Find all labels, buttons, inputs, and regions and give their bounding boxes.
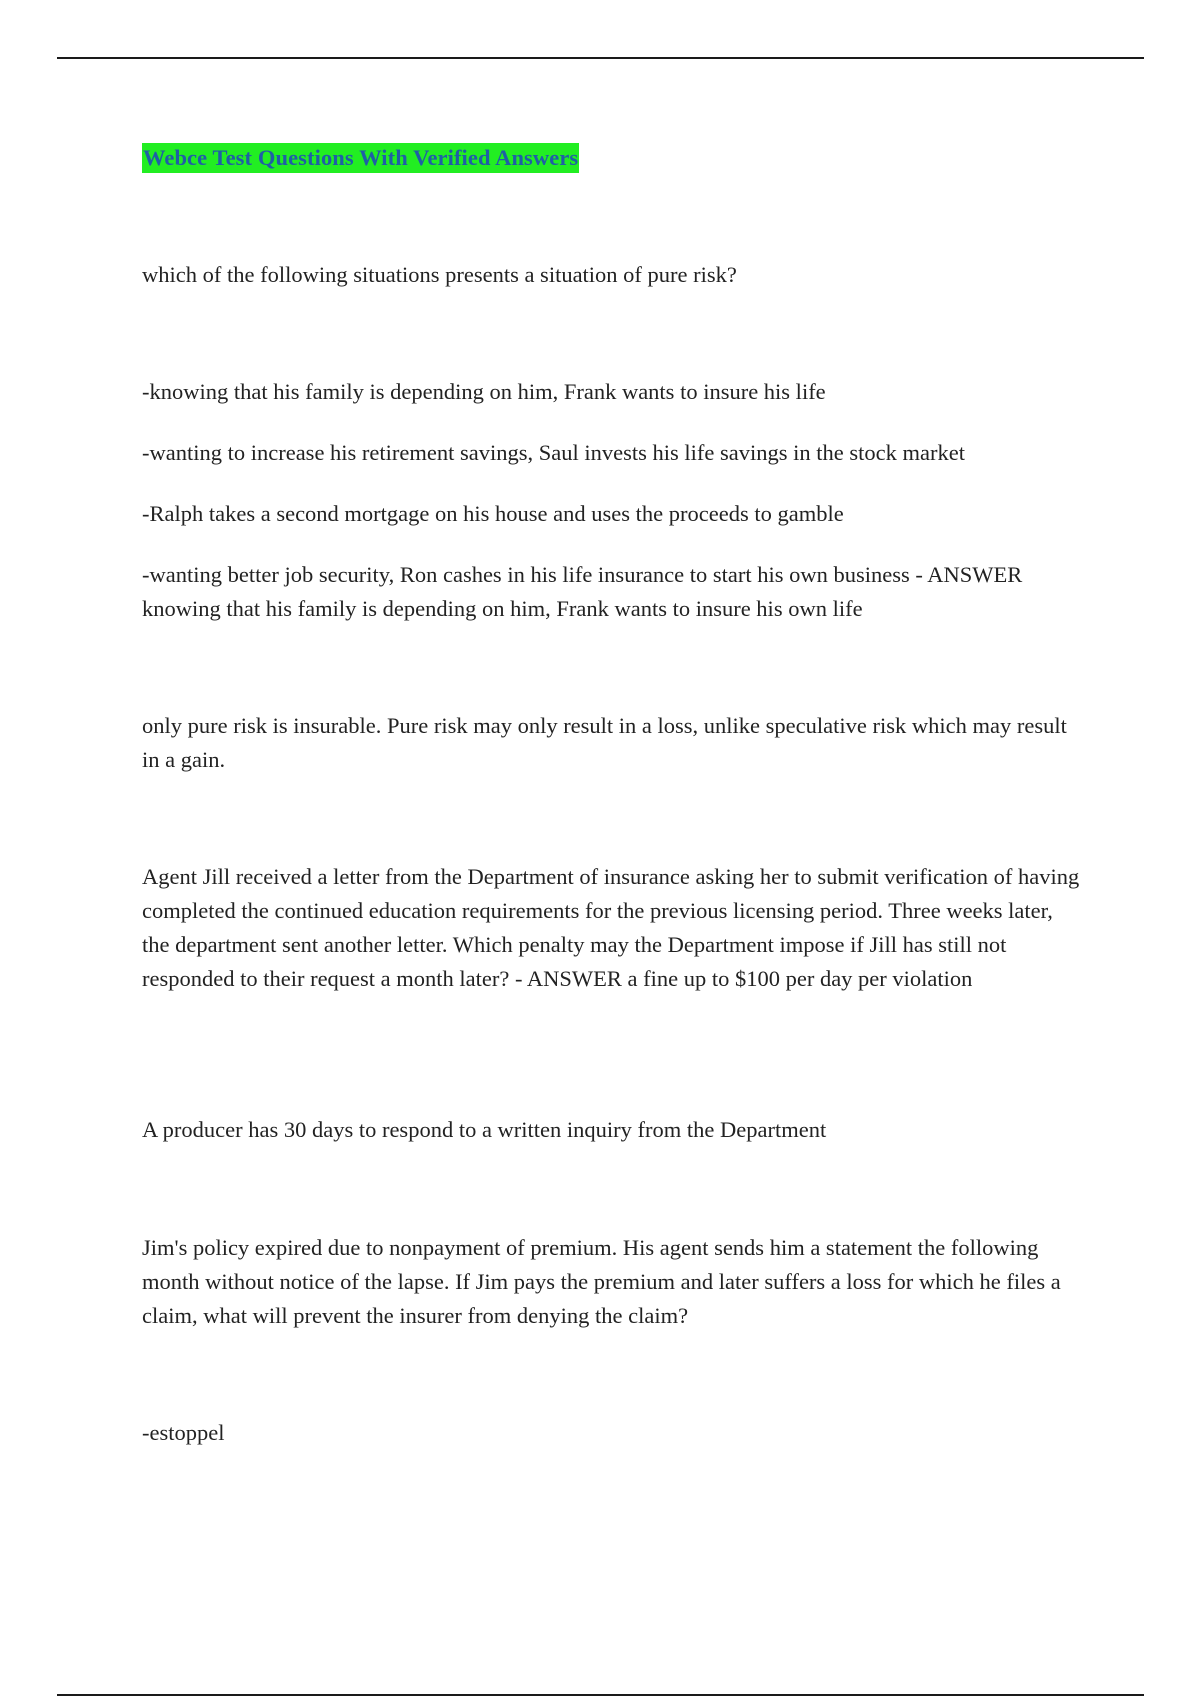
top-rule [57, 57, 1144, 59]
bottom-rule [57, 1694, 1144, 1696]
question-agent-jill: Agent Jill received a letter from the Department of insurance asking her to submit verification of having completed the continued education requirements for the previous licensing period. Three weeks later, the department sent another letter. Which penalty may the Department impose if Jill has still not responded to their request a month later? - ANSWER a fine up to $100 per day per violation [142, 864, 1080, 991]
option-ralph: -Ralph takes a second mortgage on his house and uses the proceeds to gamble [142, 501, 844, 526]
answer-estoppel: -estoppel [142, 1420, 225, 1445]
option-ron-answer: -wanting better job security, Ron cashes in his life insurance to start his own business - ANSWER knowing that his family is depending on him, Frank wants to insure his own life [142, 562, 1023, 621]
option-frank: -knowing that his family is depending on him, Frank wants to insure his life [142, 379, 826, 404]
document-title: Webce Test Questions With Verified Answers [142, 143, 579, 173]
explanation-pure-risk: only pure risk is insurable. Pure risk may only result in a loss, unlike speculative risk which may result in a gain. [142, 713, 1067, 772]
question-jim-policy: Jim's policy expired due to nonpayment of premium. His agent sends him a statement the following month without notice of the lapse. If Jim pays the premium and later suffers a loss for which he files a claim, what will prevent the insurer from denying the claim? [142, 1235, 1061, 1328]
statement-30-days: A producer has 30 days to respond to a written inquiry from the Department [142, 1117, 827, 1142]
question-pure-risk: which of the following situations presents a situation of pure risk? [142, 262, 737, 287]
option-saul: -wanting to increase his retirement savings, Saul invests his life savings in the stock market [142, 440, 965, 465]
